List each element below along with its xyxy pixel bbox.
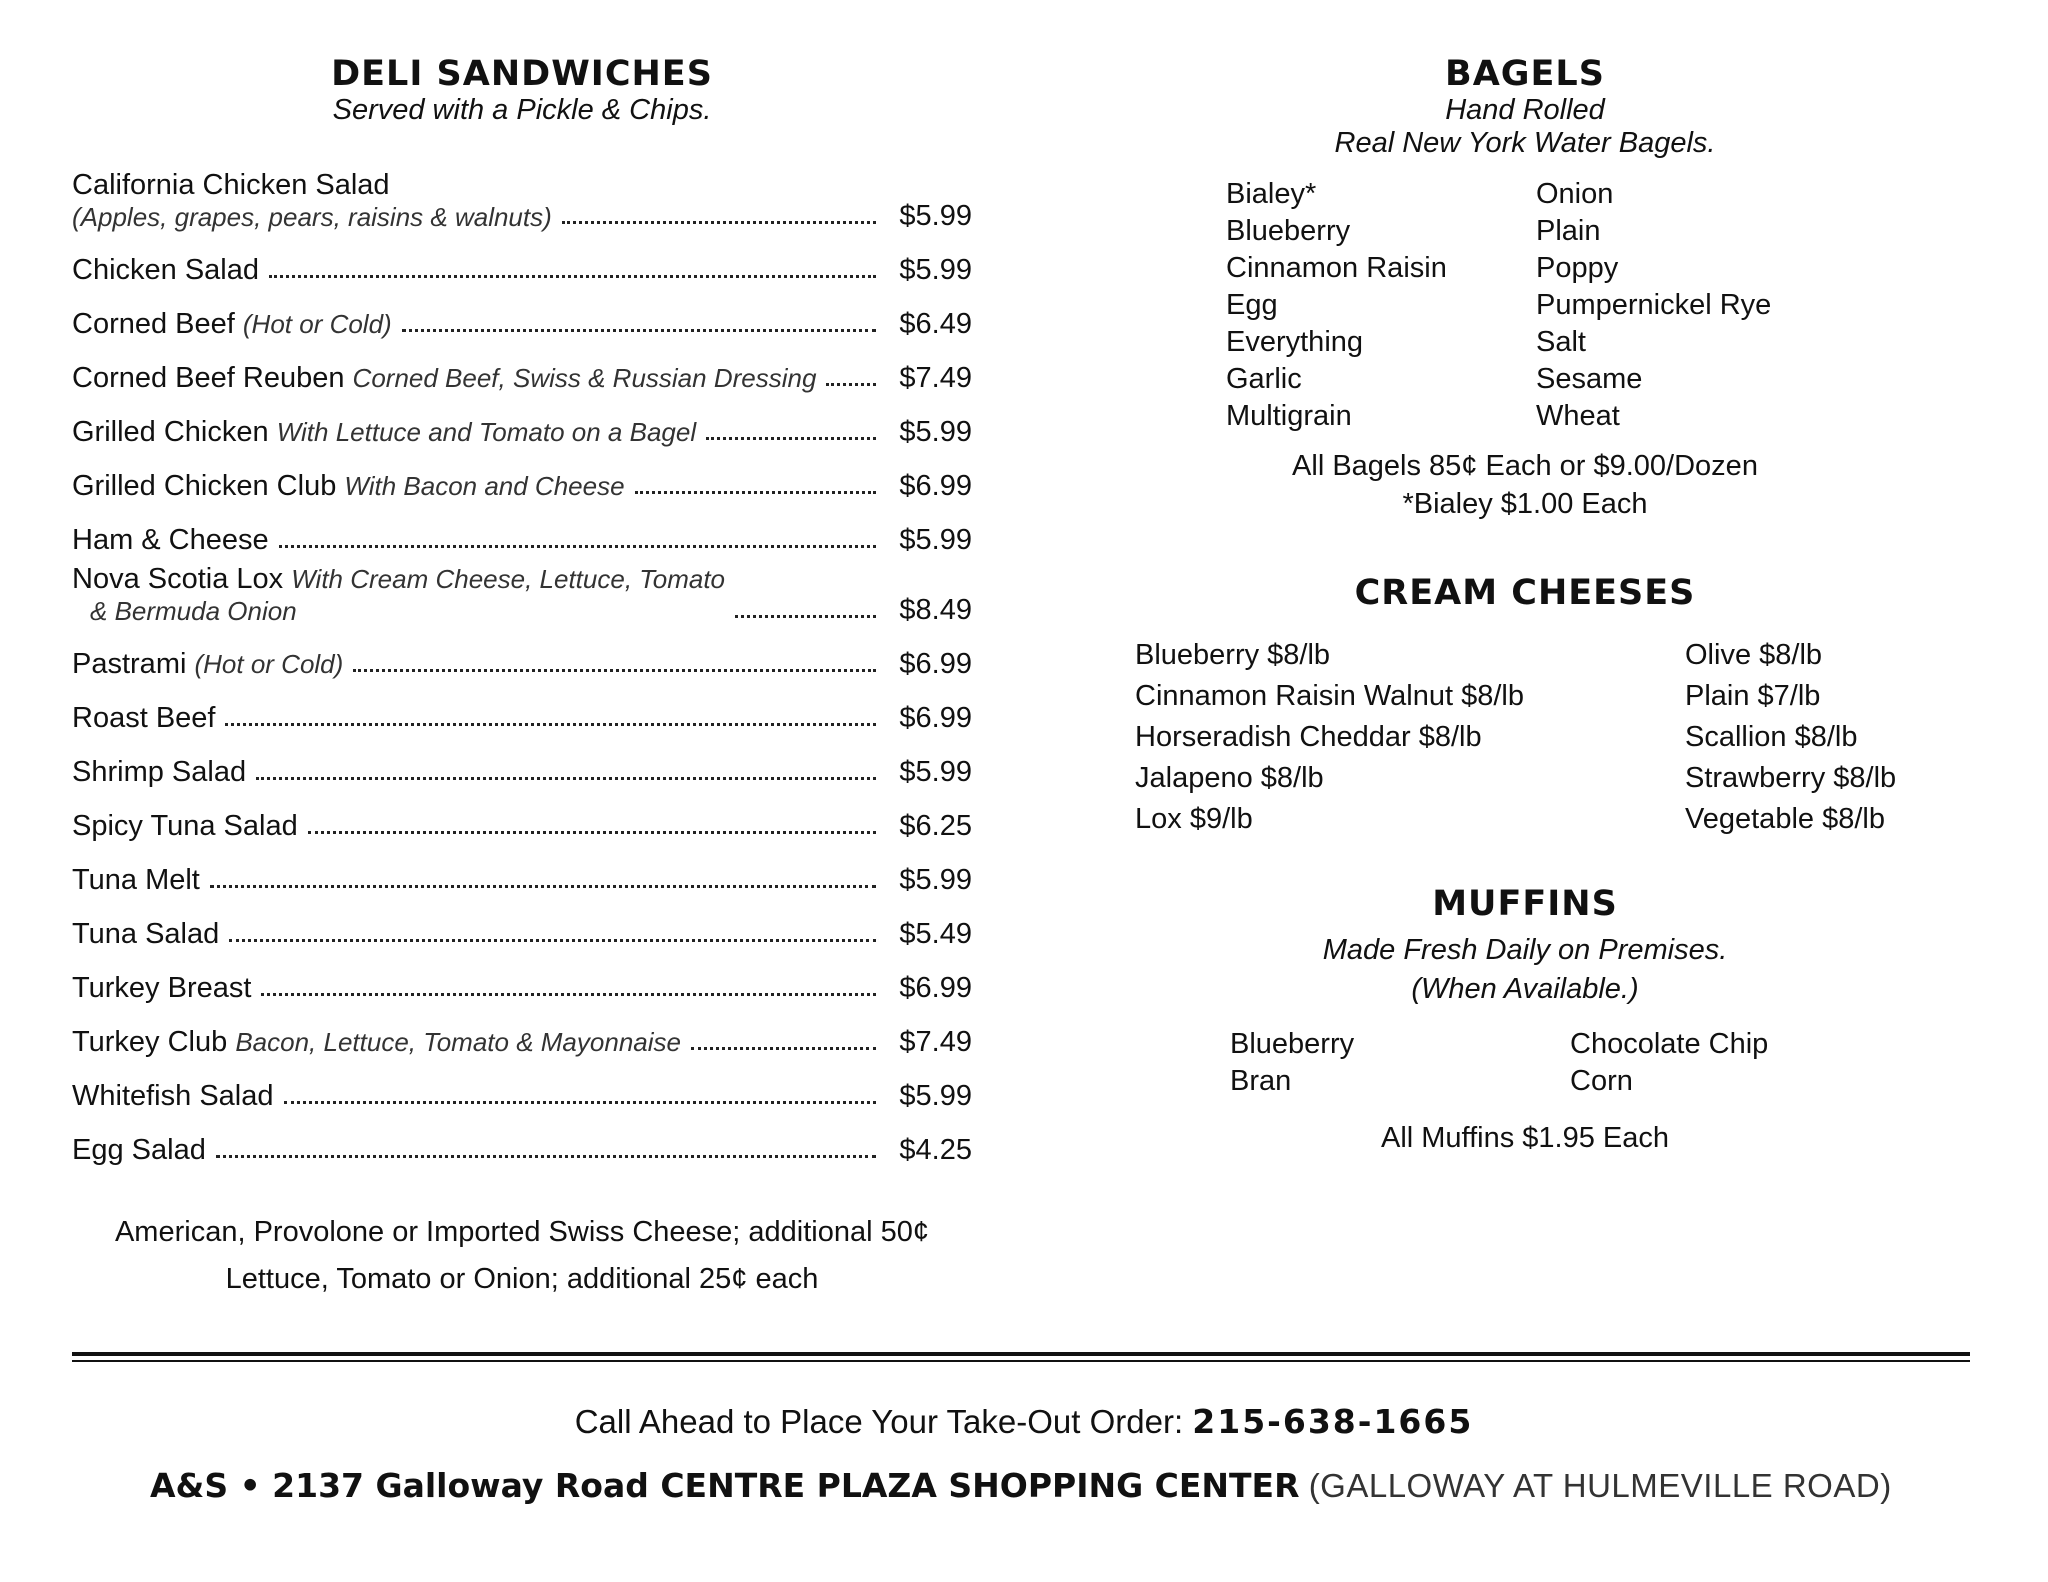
deli-item-list xyxy=(72,157,972,1167)
bagel-flavor: Bialey* xyxy=(1226,178,1317,210)
deli-item-name: Tuna Melt xyxy=(72,864,200,896)
deli-item-name: Turkey Breast xyxy=(72,972,252,1004)
deli-item-price: $6.25 xyxy=(899,810,972,842)
deli-item-description: (Apples, grapes, pears, raisins & walnuts) xyxy=(72,202,552,232)
phone-number[interactable]: 215-638-1665 xyxy=(1192,1402,1474,1441)
deli-menu-item xyxy=(72,157,972,233)
deli-item-text xyxy=(72,470,625,503)
dot-leader xyxy=(353,669,876,672)
bagels-subtitle-1: Hand Rolled xyxy=(1445,94,1605,126)
deli-item-name-line xyxy=(72,702,215,735)
dot-leader xyxy=(229,939,876,942)
muffin-flavor: Corn xyxy=(1570,1065,1633,1097)
deli-item-text xyxy=(72,169,552,233)
deli-item-price: $5.99 xyxy=(899,524,972,556)
deli-menu-item xyxy=(72,341,972,395)
cream-cheese-item: Olive $8/lb xyxy=(1685,639,1823,671)
deli-item-name: Grilled Chicken xyxy=(72,416,269,448)
deli-item-price: $8.49 xyxy=(899,594,972,626)
cream-cheese-item: Blueberry $8/lb xyxy=(1135,639,1331,671)
bialey-price-line: *Bialey $1.00 Each xyxy=(1402,488,1648,520)
deli-item-price: $6.99 xyxy=(899,648,972,680)
deli-menu-item xyxy=(72,789,972,843)
deli-item-text xyxy=(72,810,298,843)
deli-item-name-line xyxy=(72,648,343,681)
deli-item-description: (Hot or Cold) xyxy=(242,309,392,339)
deli-menu-item xyxy=(72,681,972,735)
dot-leader xyxy=(225,723,876,726)
deli-item-price: $5.99 xyxy=(899,864,972,896)
deli-item-price: $5.99 xyxy=(899,254,972,286)
deli-item-text xyxy=(72,1080,274,1113)
bagel-flavor: Garlic xyxy=(1226,363,1302,395)
bagel-price-note xyxy=(1110,447,1940,523)
deli-item-price: $6.99 xyxy=(899,470,972,502)
deli-item-name: California Chicken Salad xyxy=(72,169,390,201)
deli-item-name-line xyxy=(72,169,552,202)
bagel-flavor: Wheat xyxy=(1536,400,1620,432)
dot-leader xyxy=(691,1047,876,1050)
deli-item-name: Egg Salad xyxy=(72,1134,206,1166)
dot-leader xyxy=(210,885,876,888)
deli-menu-item xyxy=(72,735,972,789)
deli-item-description: Corned Beef, Swiss & Russian Dressing xyxy=(352,363,817,393)
bagel-flavor: Cinnamon Raisin xyxy=(1226,252,1447,284)
deli-item-name-line xyxy=(72,563,725,596)
deli-item-name-line xyxy=(72,756,246,789)
bagel-flavor: Blueberry xyxy=(1226,215,1351,247)
deli-item-name-line xyxy=(72,308,392,341)
deli-item-name: Chicken Salad xyxy=(72,254,259,286)
deli-item-name-line xyxy=(72,254,259,287)
deli-item-text xyxy=(72,362,816,395)
deli-item-text xyxy=(72,864,200,897)
bagel-flavors-left xyxy=(1226,176,1536,435)
deli-menu-item xyxy=(72,557,972,627)
bagel-flavors-right xyxy=(1536,176,1846,435)
deli-item-name-line xyxy=(72,1080,274,1113)
deli-menu-item xyxy=(72,503,972,557)
dot-leader xyxy=(706,437,876,440)
bagel-flavor: Salt xyxy=(1536,326,1586,358)
deli-item-name: Roast Beef xyxy=(72,702,216,734)
call-ahead-text: Call Ahead to Place Your Take-Out Order: xyxy=(574,1403,1184,1440)
deli-item-name-line xyxy=(72,416,696,449)
cream-cheese-item: Lox $9/lb xyxy=(1135,803,1253,835)
cream-cheese-item: Vegetable $8/lb xyxy=(1685,803,1885,835)
dot-leader xyxy=(402,329,876,332)
bagel-flavor: Sesame xyxy=(1536,363,1643,395)
deli-item-description: With Lettuce and Tomato on a Bagel xyxy=(276,417,697,447)
deli-item-name: Spicy Tuna Salad xyxy=(72,810,298,842)
cream-cheese-item: Strawberry $8/lb xyxy=(1685,762,1897,794)
deli-item-description: (Hot or Cold) xyxy=(194,649,344,679)
deli-item-description: Bacon, Lettuce, Tomato & Mayonnaise xyxy=(235,1027,681,1057)
deli-extras-note xyxy=(72,1209,972,1303)
toppings-extra-note: Lettuce, Tomato or Onion; additional 25¢ each xyxy=(225,1263,819,1295)
deli-item-text xyxy=(72,1026,681,1059)
deli-item-price: $7.49 xyxy=(899,1026,972,1058)
deli-item-name-line xyxy=(72,524,269,557)
muffins-section xyxy=(1110,884,1940,1155)
bagel-flavor: Pumpernickel Rye xyxy=(1536,289,1772,321)
deli-item-text xyxy=(72,702,215,735)
deli-menu-item xyxy=(72,287,972,341)
footer-divider-thin xyxy=(72,1360,1970,1362)
deli-item-name: Pastrami xyxy=(72,648,187,680)
muffins-subtitle-2: (When Available.) xyxy=(1411,973,1639,1005)
deli-item-name: Turkey Club xyxy=(72,1026,228,1058)
bagels-section xyxy=(1110,54,1940,523)
deli-item-name-line xyxy=(72,972,251,1005)
deli-item-name: Shrimp Salad xyxy=(72,756,247,788)
deli-item-price: $5.99 xyxy=(899,756,972,788)
deli-menu-item xyxy=(72,449,972,503)
bagels-subtitle-2: Real New York Water Bagels. xyxy=(1334,127,1716,159)
deli-menu-item xyxy=(72,1113,972,1167)
muffin-price-note: All Muffins $1.95 Each xyxy=(1380,1122,1670,1154)
cream-cheeses-section xyxy=(1110,573,1940,840)
deli-menu-item xyxy=(72,951,972,1005)
deli-menu-item xyxy=(72,1005,972,1059)
muffins-title: MUFFINS xyxy=(1432,884,1618,924)
muffin-flavor: Chocolate Chip xyxy=(1570,1028,1769,1060)
muffin-flavors-right xyxy=(1570,1026,1810,1100)
deli-item-description: With Cream Cheese, Lettuce, Tomato xyxy=(291,564,726,594)
address-cross-streets: (GALLOWAY AT HULMEVILLE ROAD) xyxy=(1308,1467,1892,1504)
dot-leader xyxy=(216,1155,876,1158)
dot-leader xyxy=(308,831,876,834)
deli-item-text xyxy=(72,648,343,681)
dot-leader xyxy=(735,615,876,618)
deli-item-name-line xyxy=(72,1134,206,1167)
deli-item-description-cont: & Bermuda Onion xyxy=(90,596,297,626)
deli-item-name-line xyxy=(72,864,200,897)
dot-leader xyxy=(635,491,876,494)
call-ahead-line xyxy=(0,1402,2048,1441)
bagel-flavor: Poppy xyxy=(1536,252,1619,284)
store-address xyxy=(150,1466,1892,1505)
dot-leader xyxy=(284,1101,877,1104)
deli-item-text xyxy=(72,254,259,287)
dot-leader xyxy=(826,383,876,386)
bagel-flavor: Multigrain xyxy=(1226,400,1352,432)
deli-menu-item xyxy=(72,627,972,681)
cheese-extra-note: American, Provolone or Imported Swiss Cheese; additional 50¢ xyxy=(114,1216,930,1248)
deli-sandwiches-section xyxy=(72,54,972,1303)
deli-item-name: Nova Scotia Lox xyxy=(72,563,284,595)
deli-item-text xyxy=(72,308,392,341)
deli-item-price: $7.49 xyxy=(899,362,972,394)
deli-item-name: Tuna Salad xyxy=(72,918,220,950)
bagel-flavors-grid xyxy=(1226,176,1846,435)
deli-item-name: Grilled Chicken Club xyxy=(72,470,337,502)
bagel-flavor: Plain xyxy=(1536,215,1601,247)
address-main: A&S • 2137 Galloway Road CENTRE PLAZA SHOPPING CENTER xyxy=(150,1466,1300,1505)
cream-cheese-item: Cinnamon Raisin Walnut $8/lb xyxy=(1135,680,1525,712)
deli-item-name-line xyxy=(72,362,816,395)
bagels-title: BAGELS xyxy=(1445,54,1605,94)
deli-item-text xyxy=(72,1134,206,1167)
cream-cheese-item: Jalapeno $8/lb xyxy=(1135,762,1324,794)
muffin-flavor: Bran xyxy=(1230,1065,1292,1097)
deli-title: DELI SANDWICHES xyxy=(331,54,713,94)
dot-leader xyxy=(279,545,876,548)
cream-cheese-grid xyxy=(1135,635,1935,840)
deli-item-text xyxy=(72,563,725,627)
deli-menu-item xyxy=(72,897,972,951)
deli-menu-item xyxy=(72,233,972,287)
deli-item-name: Ham & Cheese xyxy=(72,524,269,556)
cream-cheeses-title: CREAM CHEESES xyxy=(1354,573,1696,613)
deli-menu-item xyxy=(72,1059,972,1113)
deli-menu-item xyxy=(72,843,972,897)
deli-item-name: Corned Beef Reuben xyxy=(72,362,345,394)
cream-cheese-item: Plain $7/lb xyxy=(1685,680,1821,712)
footer-divider-thick xyxy=(72,1352,1970,1356)
muffin-flavor: Blueberry xyxy=(1230,1028,1355,1060)
bagel-flavor: Egg xyxy=(1226,289,1278,321)
dot-leader xyxy=(261,993,876,996)
deli-item-price: $5.99 xyxy=(899,1080,972,1112)
deli-item-price: $5.99 xyxy=(899,200,972,232)
deli-item-text xyxy=(72,416,696,449)
dot-leader xyxy=(256,777,876,780)
deli-item-price: $6.99 xyxy=(899,702,972,734)
dot-leader xyxy=(269,275,876,278)
deli-item-name: Corned Beef xyxy=(72,308,235,340)
bagel-price-line: All Bagels 85¢ Each or $9.00/Dozen xyxy=(1292,450,1758,482)
cream-cheese-left xyxy=(1135,635,1685,840)
muffins-subtitle-1: Made Fresh Daily on Premises. xyxy=(1322,934,1728,966)
bagel-flavor: Everything xyxy=(1226,326,1364,358)
bagel-flavor: Onion xyxy=(1536,178,1614,210)
cream-cheese-item: Scallion $8/lb xyxy=(1685,721,1858,753)
deli-subtitle: Served with a Pickle & Chips. xyxy=(332,94,712,126)
deli-item-text xyxy=(72,756,246,789)
deli-item-name-line xyxy=(72,918,219,951)
deli-item-name-line xyxy=(72,470,625,503)
deli-item-text xyxy=(72,524,269,557)
deli-menu-item xyxy=(72,395,972,449)
deli-item-price: $5.99 xyxy=(899,416,972,448)
deli-item-price: $6.99 xyxy=(899,972,972,1004)
cream-cheese-item: Horseradish Cheddar $8/lb xyxy=(1135,721,1482,753)
deli-item-price: $6.49 xyxy=(899,308,972,340)
muffin-flavors-left xyxy=(1230,1026,1570,1100)
deli-item-price: $4.25 xyxy=(899,1134,972,1166)
deli-item-text xyxy=(72,918,219,951)
deli-item-name-line xyxy=(72,810,298,843)
cream-cheese-right xyxy=(1685,635,1935,840)
dot-leader xyxy=(562,221,876,224)
deli-item-name-line xyxy=(72,1026,681,1059)
deli-item-description: With Bacon and Cheese xyxy=(344,471,625,501)
muffin-flavors-grid xyxy=(1230,1026,1810,1100)
deli-item-text xyxy=(72,972,251,1005)
deli-item-price: $5.49 xyxy=(899,918,972,950)
deli-item-name: Whitefish Salad xyxy=(72,1080,274,1112)
right-column xyxy=(1110,54,1940,1155)
